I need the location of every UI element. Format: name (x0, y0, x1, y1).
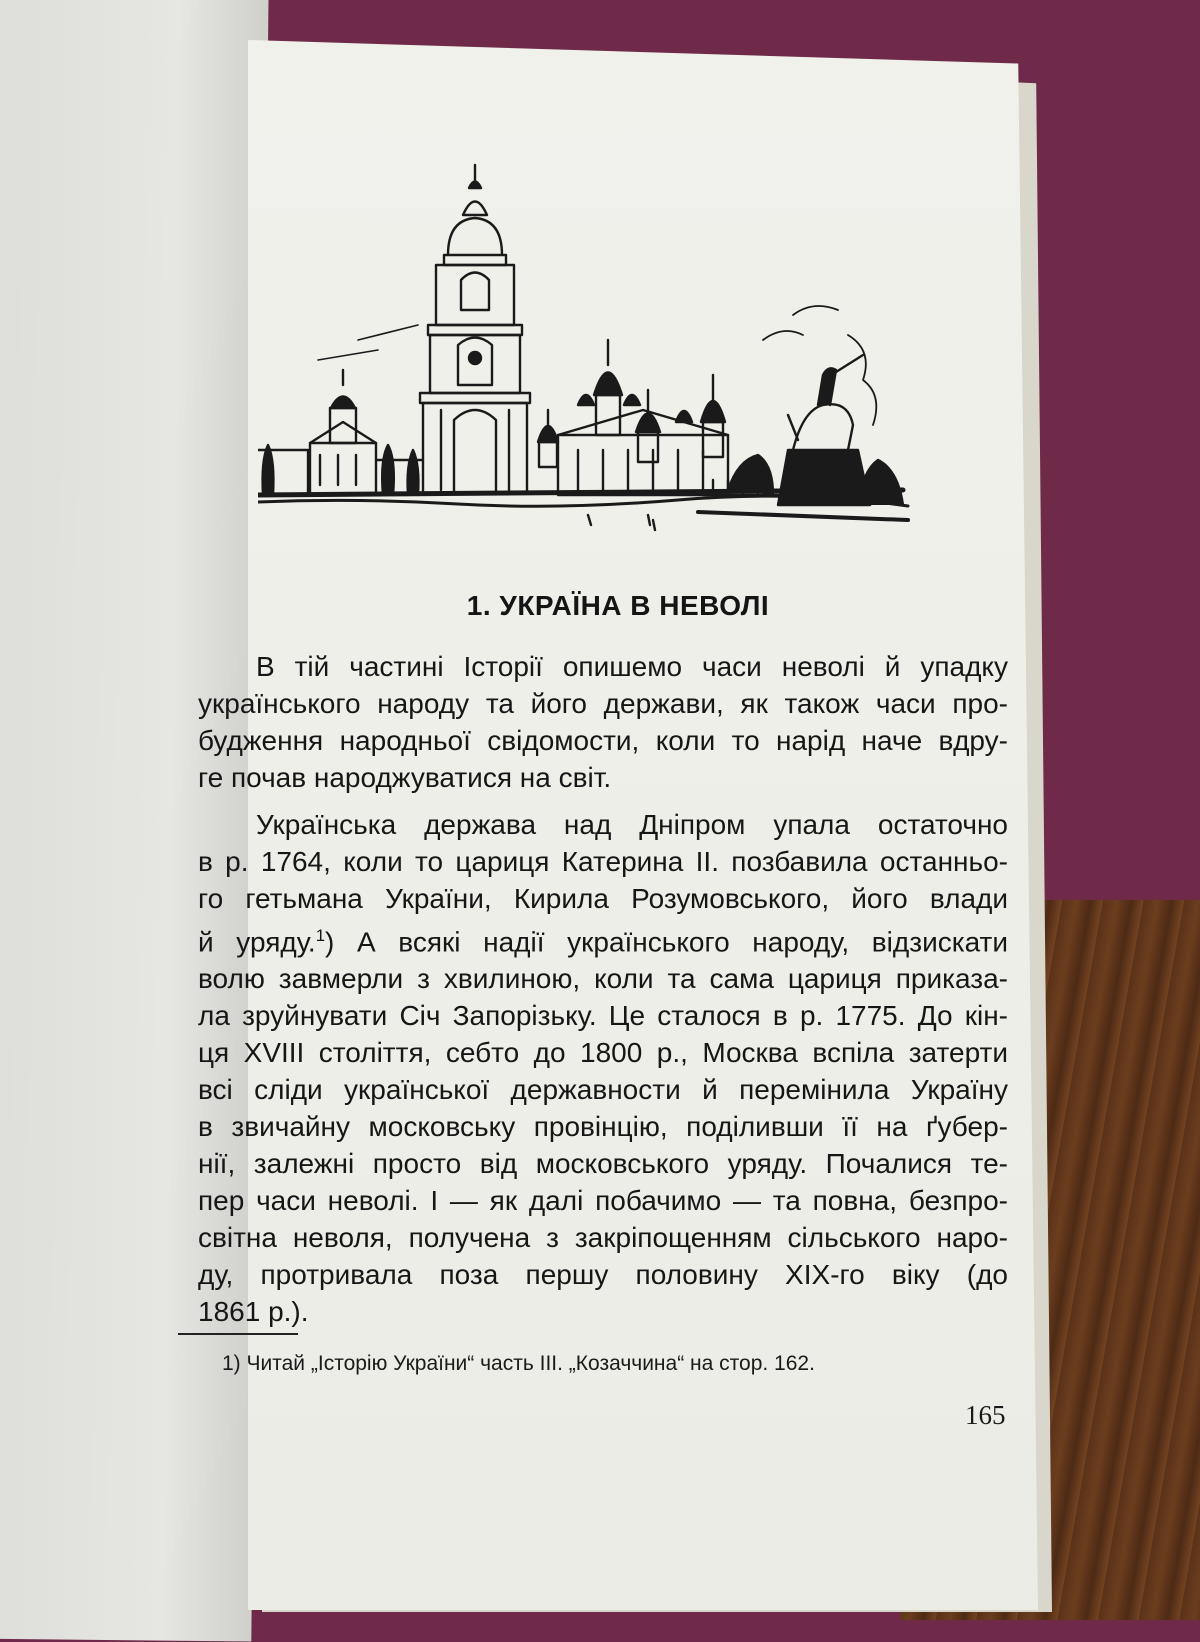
text-line: пер часи неволі. І — як далі побачимо — та повна, безпро- (198, 1185, 1008, 1217)
text-line: будження народньої свідомости, коли то нарід наче вдру- (198, 725, 1008, 756)
chapter-heading: 1. УКРАЇНА В НЕВОЛІ (466, 590, 770, 621)
text-line: світна неволя, получена з закріпощенням сільського наро- (198, 1222, 1008, 1254)
page-number: 165 (965, 1400, 1006, 1430)
footnote-marker: 1 (315, 926, 326, 945)
text-line: українського народу та його держави, як також часи про- (198, 688, 1008, 719)
text-fragment: ) А всякі надії українського народу, відзискати (325, 926, 1009, 958)
text-line (198, 917, 1008, 960)
text-line: ду, протривала поза першу половину XIX-го віку (до (198, 1259, 1008, 1291)
text-line: ла зруйнувати Січ Запорізьку. Це сталося в р. 1775. До кін- (198, 1000, 1008, 1032)
footnote-divider (178, 1333, 298, 1335)
text-line: волю завмерли з хвилиною, коли та сама цариця приказа- (198, 963, 1008, 995)
text-line: нії, залежні просто від московського уряду. Почалися те- (198, 1148, 1008, 1180)
text-line: ця XVIII століття, себто до 1800 р., Москва вспіла затерти (198, 1037, 1008, 1069)
footnote: 1) Читай „Історію України“ часть III. „Козаччина“ на стор. 162. (222, 1352, 815, 1375)
text-line: го гетьмана України, Кирила Розумовського, його влади (198, 883, 1008, 914)
text-line: В тій частині Історії опишемо часи неволі й упадку (256, 651, 1008, 682)
cathedral-illustration (258, 160, 918, 550)
text-line: ге почав народжуватися на світ. (198, 762, 612, 793)
text-line: всі сліди української державности й перемінила Україну (198, 1074, 1008, 1106)
text-line: в звичайну московську провінцію, поділивши її на ґубер- (198, 1111, 1008, 1143)
text-line: Українська держава над Дніпром упала остаточно (256, 809, 1008, 840)
text-line: в р. 1764, коли то цариця Катерина II. позбавила останньо- (198, 846, 1008, 877)
text-fragment: й уряду. (198, 926, 316, 958)
text-line: 1861 р.). (198, 1296, 309, 1328)
body-text (198, 648, 1008, 1330)
